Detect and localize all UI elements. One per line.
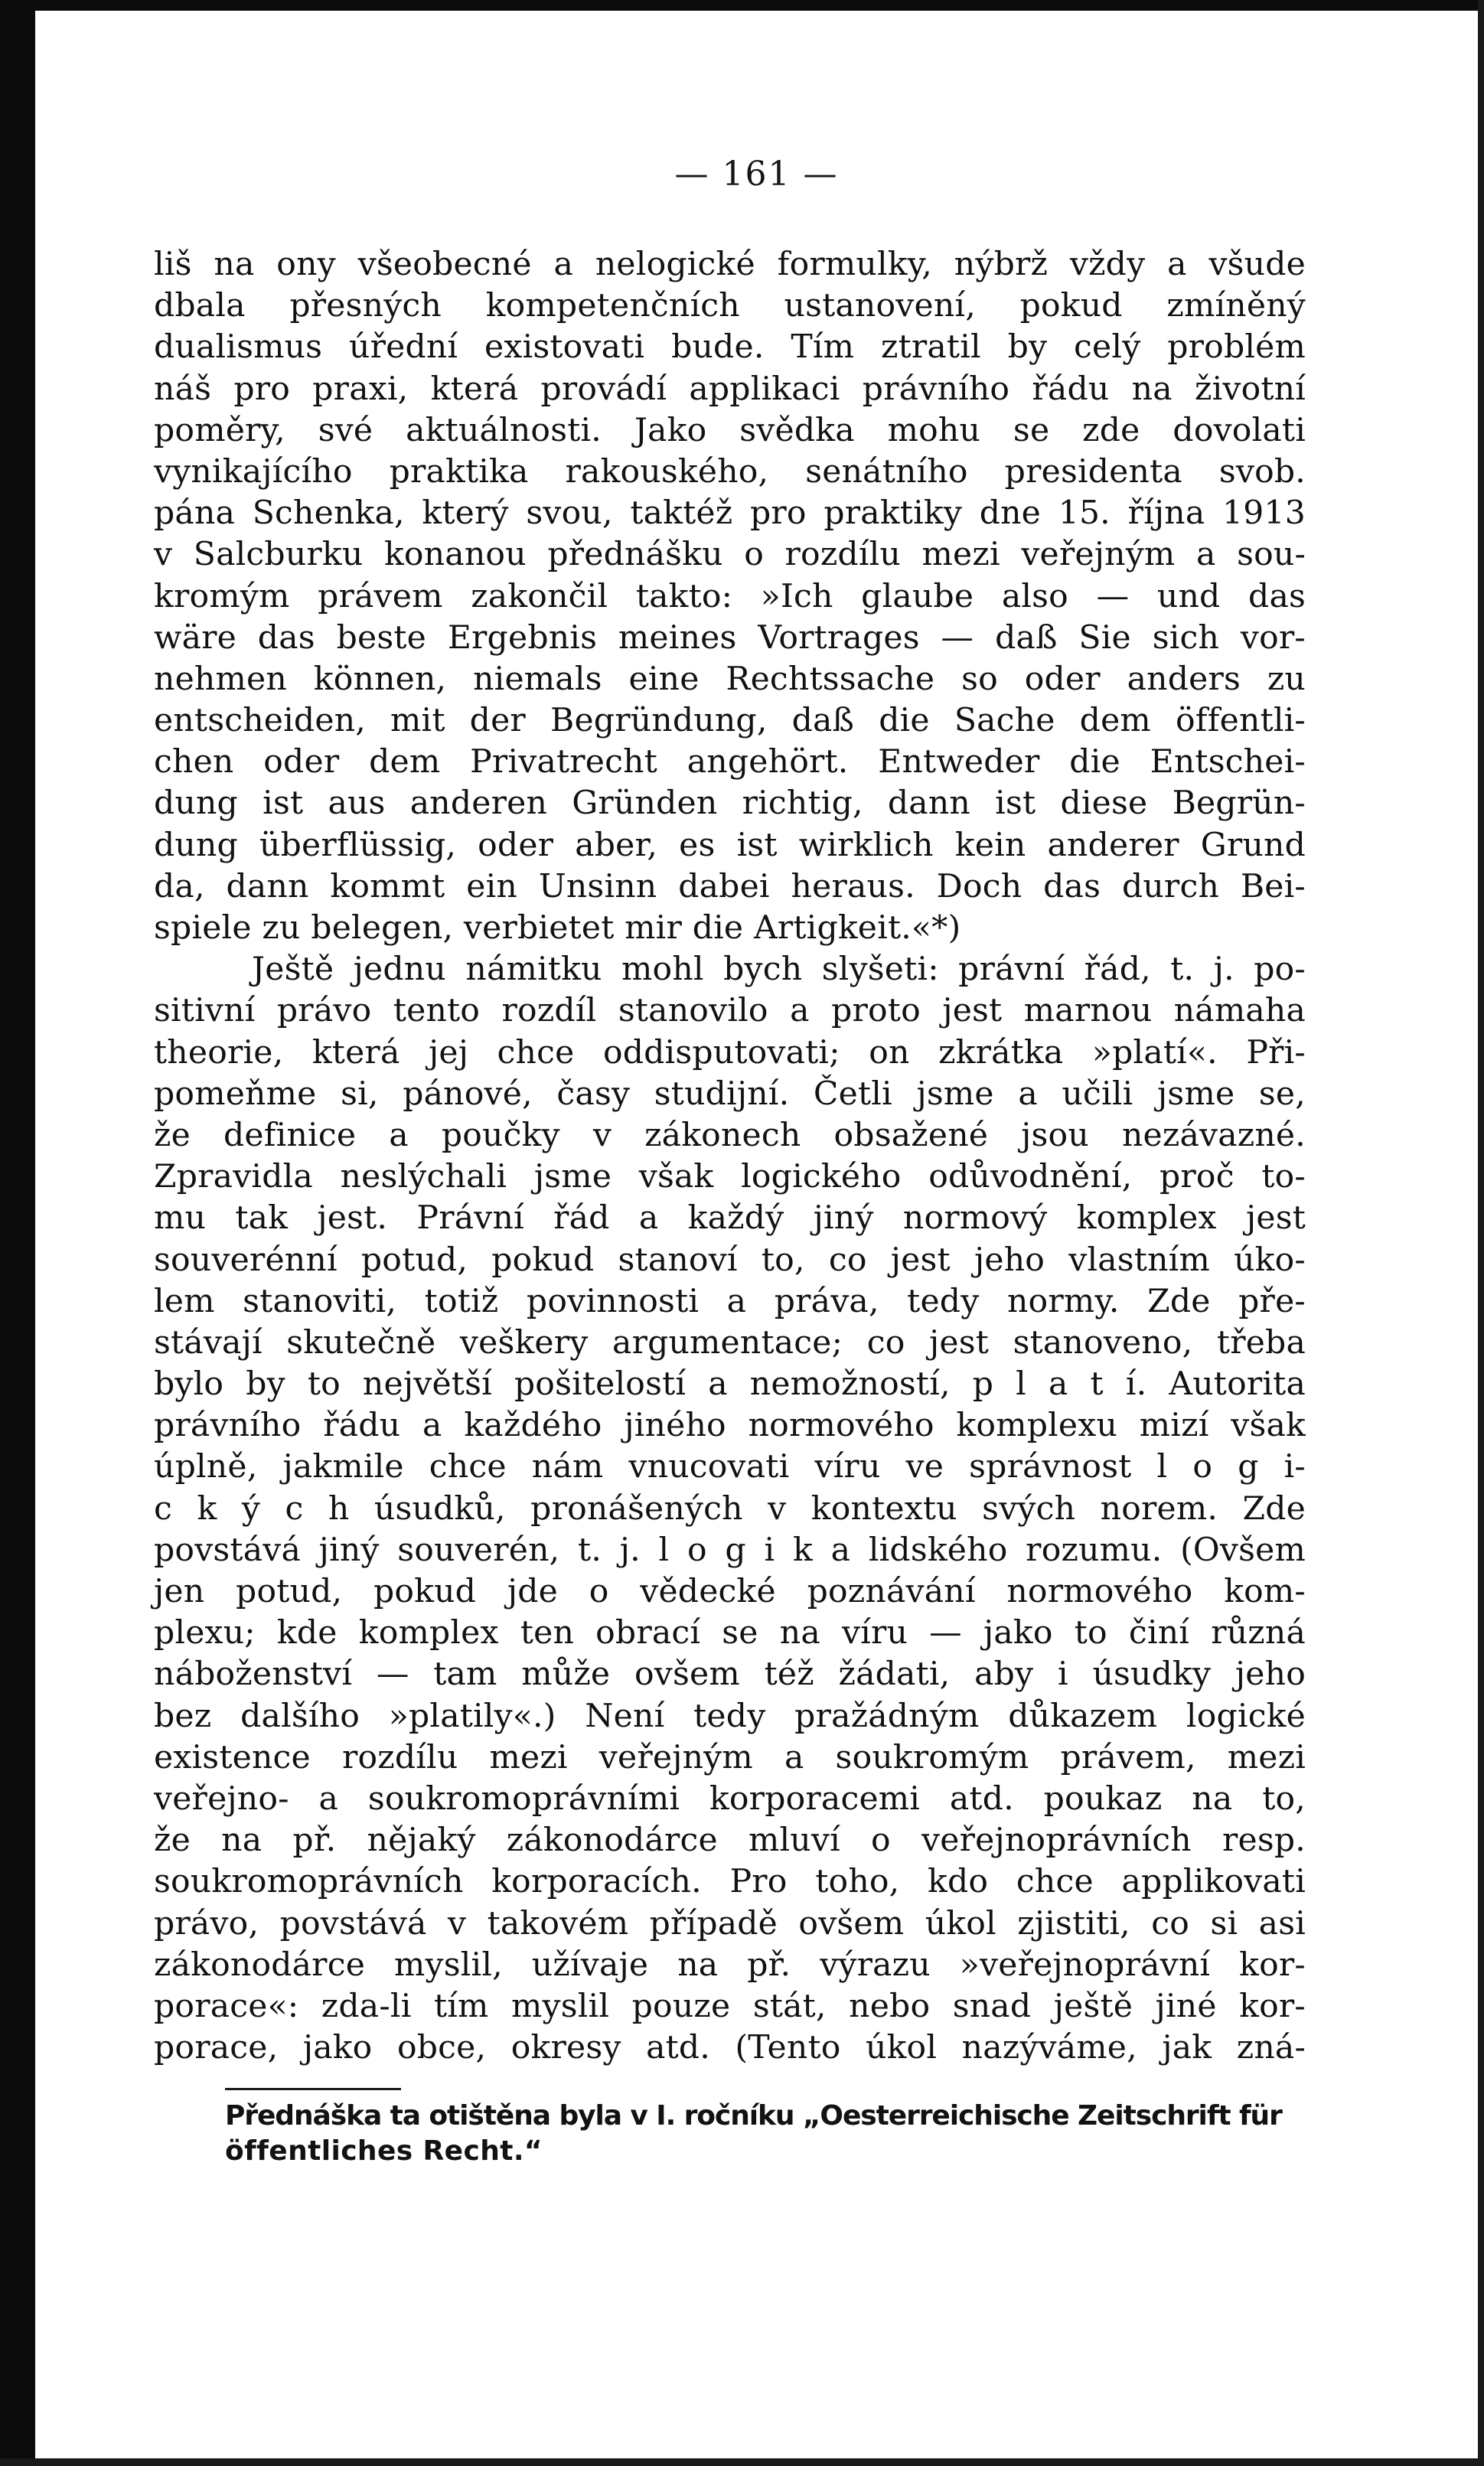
text-line: pomeňme si, pánové, časy studijní. Četli jsme a učili jsme se, (154, 1075, 1306, 1113)
page-number: — 161 — (674, 155, 839, 194)
text-line: porace, jako obce, okresy atd. (Tento úkol nazýváme, jak zná- (154, 2029, 1306, 2067)
text-line: c k ý c h úsudků, pronášených v kontextu svých norem. Zde (154, 1489, 1306, 1528)
text-line: v Salcburku konanou přednášku o rozdílu mezi veřejným a sou- (154, 536, 1306, 574)
text-line: právního řádu a každého jiného normového komplexu mizí však (154, 1407, 1306, 1445)
text-line: bylo by to největší pošitelostí a nemožností, p l a t í. Autorita (154, 1365, 1306, 1404)
text-line: Zpravidla neslýchali jsme však logického odůvodnění, proč to- (154, 1158, 1306, 1196)
text-line: souverénní potud, pokud stanoví to, co jest jeho vlastním úko- (154, 1241, 1306, 1279)
text-line: úplně, jakmile chce nám vnucovati víru ve správnost l o g i- (154, 1448, 1306, 1486)
text-line: že na př. nějaký zákonodárce mluví o veřejnoprávních resp. (154, 1822, 1306, 1860)
text-line: dung überflüssig, oder aber, es ist wirklich kein anderer Grund (154, 826, 1306, 864)
text-line: porace«: zda-li tím myslil pouze stát, nebo snad ještě jiné kor- (154, 1987, 1306, 2025)
footnote-line: öffentliches Recht.“ (225, 2135, 543, 2167)
text-line: plexu; kde komplex ten obrací se na víru — jako to činí různá (154, 1614, 1306, 1652)
body-text (154, 244, 1306, 2069)
paragraph-start-line: Ještě jednu námitku mohl bych slyšeti: právní řád, t. j. po- (252, 951, 1306, 989)
text-line: da, dann kommt ein Unsinn dabei heraus. Doch das durch Bei- (154, 867, 1306, 905)
text-line: theorie, která jej chce oddisputovati; on zkrátka »platí«. Při- (154, 1033, 1306, 1072)
text-line: dbala přesných kompetenčních ustanovení, pokud zmíněný (154, 287, 1306, 325)
text-line: právo, povstává v takovém případě ovšem úkol zjistiti, co si asi (154, 1904, 1306, 1942)
text-line: bez dalšího »platily«.) Není tedy pražádným důkazem logické (154, 1697, 1306, 1735)
text-line: entscheiden, mit der Begründung, daß die Sache dem öffentli- (154, 702, 1306, 740)
text-line: chen oder dem Privatrecht angehört. Entweder die Entschei- (154, 743, 1306, 781)
text-line: náš pro praxi, která provádí applikaci právního řádu na životní (154, 370, 1306, 408)
text-line: náboženství — tam může ovšem též žádati, aby i úsudky jeho (154, 1655, 1306, 1694)
text-line: dualismus úřední existovati bude. Tím ztratil by celý problém (154, 328, 1306, 367)
text-line: liš na ony všeobecné a nelogické formulky, nýbrž vždy a všude (154, 246, 1306, 283)
scan-edge-bottom (0, 2458, 1484, 2466)
text-line: zákonodárce myslil, užívaje na př. výrazu »veřejnoprávní kor- (154, 1946, 1306, 1984)
scan-edge-top (0, 0, 1484, 11)
text-line: kromým právem zakončil takto: »Ich glaube also — und das (154, 577, 1306, 615)
text-line: veřejno- a soukromoprávními korporacemi atd. poukaz na to, (154, 1779, 1306, 1818)
text-line: soukromoprávních korporacích. Pro toho, kdo chce applikovati (154, 1863, 1306, 1901)
footnote-divider (225, 2088, 401, 2090)
scan-edge-left (0, 0, 35, 2466)
text-line: že definice a poučky v zákonech obsažené jsou nezávazné. (154, 1116, 1306, 1154)
text-line: poměry, své aktuálnosti. Jako svědka mohu se zde dovolati (154, 411, 1306, 449)
text-line: povstává jiný souverén, t. j. l o g i k a lidského rozumu. (Ovšem (154, 1531, 1306, 1569)
footnote-line: Přednáška ta otištěna byla v I. ročníku „Oesterreichische Zeitschrift für (225, 2100, 1282, 2132)
footnote (225, 2099, 1304, 2169)
page-paper (35, 11, 1478, 2458)
text-line: wäre das beste Ergebnis meines Vortrages — daß Sie sich vor- (154, 618, 1306, 657)
text-line: dung ist aus anderen Gründen richtig, dann ist diese Begrün- (154, 784, 1306, 823)
text-line: stávají skutečně veškery argumentace; co jest stanoveno, třeba (154, 1323, 1306, 1362)
text-line: lem stanoviti, totiž povinnosti a práva, tedy normy. Zde pře- (154, 1282, 1306, 1320)
text-line: vynikajícího praktika rakouského, senátního presidenta svob. (154, 452, 1306, 491)
text-line: existence rozdílu mezi veřejným a soukromým právem, mezi (154, 1738, 1306, 1776)
scan-edge-right (1478, 0, 1484, 2466)
text-line: spiele zu belegen, verbietet mir die Artigkeit.«*) (154, 909, 961, 947)
text-line: jen potud, pokud jde o vědecké poznávání normového kom- (154, 1573, 1306, 1610)
text-line: mu tak jest. Právní řád a každý jiný normový komplex jest (154, 1199, 1306, 1238)
text-line: pána Schenka, který svou, taktéž pro praktiky dne 15. října 1913 (154, 494, 1306, 533)
text-line: sitivní právo tento rozdíl stanovilo a proto jest marnou námaha (154, 992, 1306, 1030)
text-line: nehmen können, niemals eine Rechtssache so oder anders zu (154, 660, 1306, 698)
